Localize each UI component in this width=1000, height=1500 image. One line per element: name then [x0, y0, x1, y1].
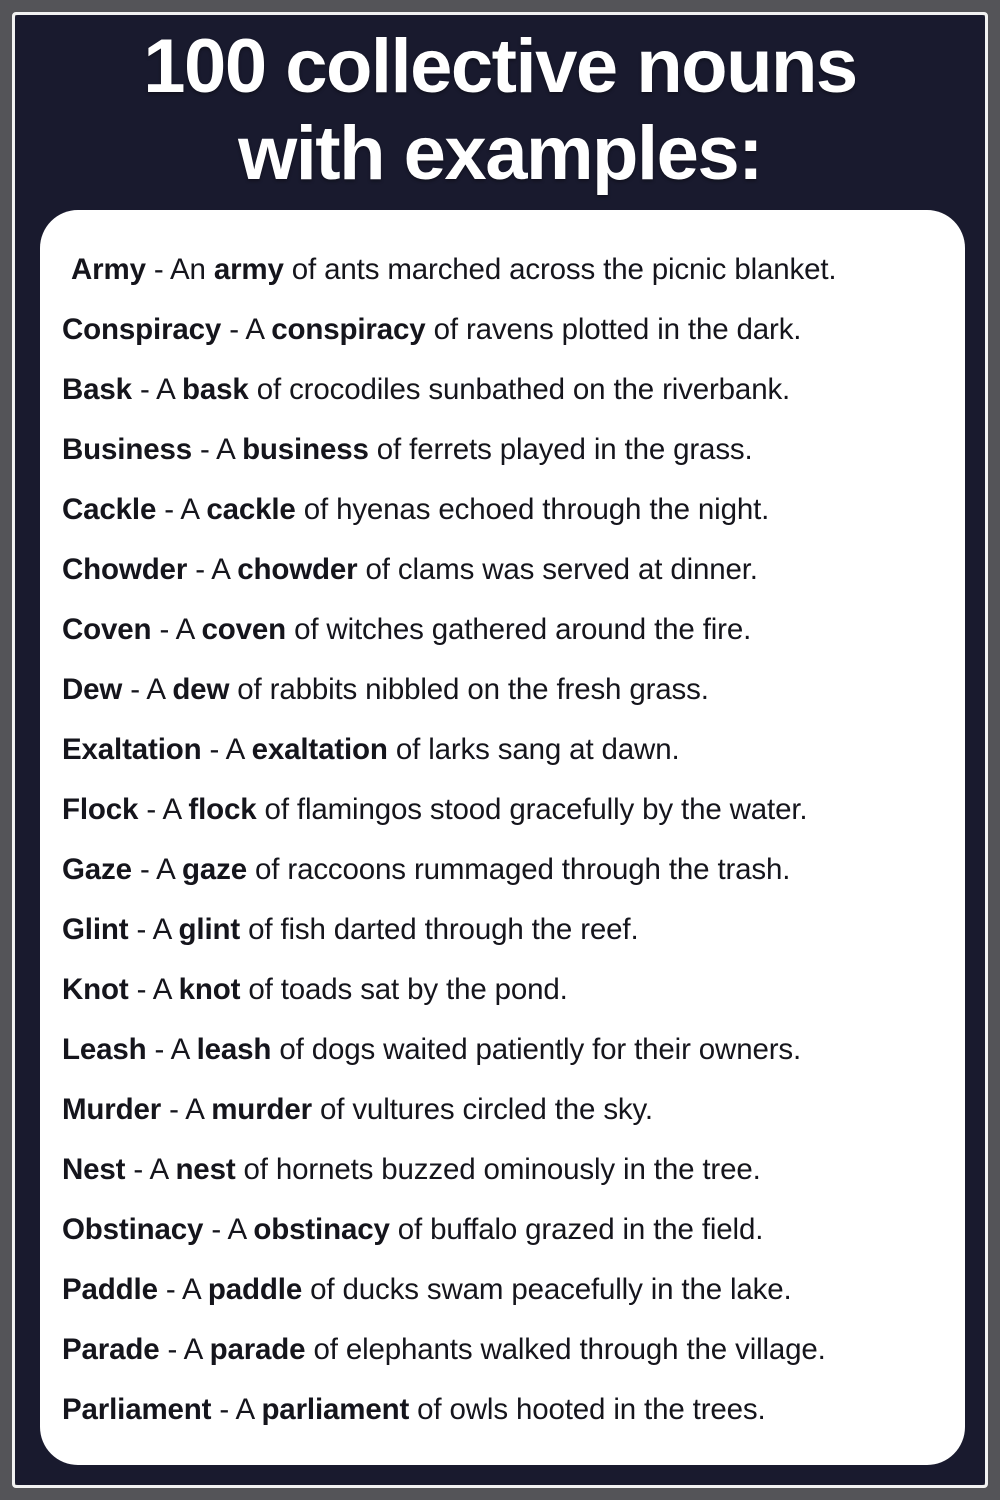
list-item-term: Nest [62, 1153, 126, 1186]
list-item-term: Glint [62, 913, 129, 946]
list-item-separator: - [146, 1033, 171, 1066]
list-item [62, 900, 943, 960]
list-item-separator: - [161, 1093, 186, 1126]
list-item [62, 1140, 943, 1200]
list-item-term: Business [62, 433, 192, 466]
list-item-term: Bask [62, 373, 132, 406]
list-item-description: of elephants walked through the village. [305, 1333, 826, 1366]
list-item-description: of toads sat by the pond. [240, 973, 568, 1006]
list-item-term: Parliament [62, 1393, 212, 1426]
list-item-description: of raccoons rummaged through the trash. [247, 853, 791, 886]
list-item [62, 660, 943, 720]
list-item-term: Obstinacy [62, 1213, 204, 1246]
poster-body [15, 15, 985, 1485]
list-item-term: Paddle [62, 1273, 158, 1306]
list-item-separator: - [128, 913, 153, 946]
list-item-separator: - [201, 733, 226, 766]
list-item-separator: - [125, 1153, 150, 1186]
list-item-term: Conspiracy [62, 313, 222, 346]
list-item-inline-term: parliament [261, 1393, 410, 1426]
list-item-article: A [146, 673, 173, 706]
list-item [62, 240, 943, 300]
list-item-article: A [180, 493, 207, 526]
list-item-inline-term: conspiracy [271, 313, 426, 346]
list-item-article: A [152, 913, 179, 946]
page-title-line-2: with examples: [238, 111, 762, 197]
page-title [15, 15, 985, 198]
list-item-article: A [181, 1273, 208, 1306]
list-item-description: of ferrets played in the grass. [368, 433, 753, 466]
list-item [62, 720, 943, 780]
list-item-description: of rabbits nibbled on the fresh grass. [229, 673, 709, 706]
list-item-description: of fish darted through the reef. [240, 913, 639, 946]
list-item-term: Dew [62, 673, 123, 706]
list-item [62, 840, 943, 900]
list-item-inline-term: exaltation [251, 733, 388, 766]
list-item-inline-term: cackle [206, 493, 296, 526]
list-item [62, 360, 943, 420]
list-item-term: Flock [62, 793, 139, 826]
list-item-description: of flamingos stood gracefully by the water. [256, 793, 808, 826]
list-item-inline-term: nest [175, 1153, 236, 1186]
list-item-description: of dogs waited patiently for their owners. [271, 1033, 802, 1066]
list-item-article: A [183, 1333, 210, 1366]
list-item-separator: - [191, 433, 217, 466]
list-item-separator: - [131, 373, 157, 406]
list-item-inline-term: coven [201, 613, 287, 646]
list-item-article: A [235, 1393, 262, 1426]
list-item-term: Coven [62, 613, 152, 646]
list-item-separator: - [138, 793, 163, 826]
list-item [62, 480, 943, 540]
list-item-separator: - [156, 493, 181, 526]
list-item-description: of larks sang at dawn. [387, 733, 680, 766]
list-item [62, 780, 943, 840]
list-item-inline-term: dew [172, 673, 230, 706]
list-item-description: of ants marched across the picnic blanket. [283, 253, 837, 286]
list-item-term: Leash [62, 1033, 147, 1066]
list-item-inline-term: business [242, 433, 369, 466]
list-item [62, 1380, 943, 1440]
list-item-inline-term: glint [178, 913, 241, 946]
list-item-inline-term: army [213, 253, 284, 286]
list-item [62, 1260, 943, 1320]
list-item-article: A [225, 733, 252, 766]
list-item-article: A [216, 433, 243, 466]
list-item-description: of witches gathered around the fire. [286, 613, 752, 646]
list-item-term: Gaze [62, 853, 132, 886]
list-item-description: of owls hooted in the trees. [409, 1393, 766, 1426]
list-item-inline-term: leash [196, 1033, 272, 1066]
list-item-separator: - [128, 973, 153, 1006]
list-item-separator: - [122, 673, 147, 706]
list-item-inline-term: gaze [182, 853, 247, 886]
content-card [40, 210, 965, 1465]
list-item-separator: - [187, 553, 212, 586]
list-item-article: A [211, 553, 238, 586]
list-item [62, 600, 943, 660]
list-item-separator: - [157, 1273, 182, 1306]
list-item-term: Parade [62, 1333, 160, 1366]
list-item [62, 1200, 943, 1260]
list-item [62, 960, 943, 1020]
list-item-inline-term: paddle [207, 1273, 303, 1306]
list-item-separator: - [203, 1213, 228, 1246]
list-item-article: A [152, 973, 179, 1006]
list-item [62, 1080, 943, 1140]
list-item-inline-term: flock [188, 793, 257, 826]
list-item-description: of ravens plotted in the dark. [425, 313, 802, 346]
list-item-article: A [245, 313, 272, 346]
list-item-separator: - [221, 313, 246, 346]
list-item-separator: - [145, 253, 170, 286]
list-item [62, 420, 943, 480]
list-item-separator: - [151, 613, 176, 646]
list-item-description: of ducks swam peacefully in the lake. [302, 1273, 792, 1306]
list-item-separator: - [159, 1333, 184, 1366]
list-item-article: A [170, 1033, 197, 1066]
list-item-inline-term: bask [182, 373, 249, 406]
list-item-separator: - [131, 853, 157, 886]
list-item-description: of buffalo grazed in the field. [389, 1213, 764, 1246]
list-item-term: Exaltation [62, 733, 202, 766]
list-item-separator: - [211, 1393, 236, 1426]
list-item [62, 300, 943, 360]
list-item-term: Cackle [62, 493, 157, 526]
list-item-article: A [156, 373, 183, 406]
list-item-term: Army [71, 253, 146, 286]
list-item [62, 1020, 943, 1080]
list-item-inline-term: knot [178, 973, 241, 1006]
list-item-inline-term: murder [211, 1093, 312, 1126]
list-item-article: A [149, 1153, 176, 1186]
list-item-article: A [185, 1093, 212, 1126]
list-item-term: Chowder [62, 553, 188, 586]
list-item-article: A [162, 793, 189, 826]
list-item-term: Murder [62, 1093, 162, 1126]
list-item-term: Knot [62, 973, 129, 1006]
list-item-description: of clams was served at dinner. [357, 553, 758, 586]
list-item-inline-term: parade [209, 1333, 306, 1366]
list-item-article: A [156, 853, 183, 886]
list-item [62, 1320, 943, 1380]
list-item-description: of hyenas echoed through the night. [295, 493, 770, 526]
list-item-article: A [227, 1213, 254, 1246]
collective-noun-list [62, 240, 943, 1440]
list-item-article: A [175, 613, 202, 646]
page-title-line-1: 100 collective nouns [143, 24, 857, 109]
list-item [62, 540, 943, 600]
list-item-inline-term: chowder [237, 553, 358, 586]
list-item-description: of vultures circled the sky. [311, 1093, 653, 1126]
list-item-inline-term: obstinacy [253, 1213, 390, 1246]
list-item-description: of hornets buzzed ominously in the tree. [235, 1153, 761, 1186]
list-item-article: An [169, 253, 214, 286]
list-item-description: of crocodiles sunbathed on the riverbank. [248, 373, 791, 406]
